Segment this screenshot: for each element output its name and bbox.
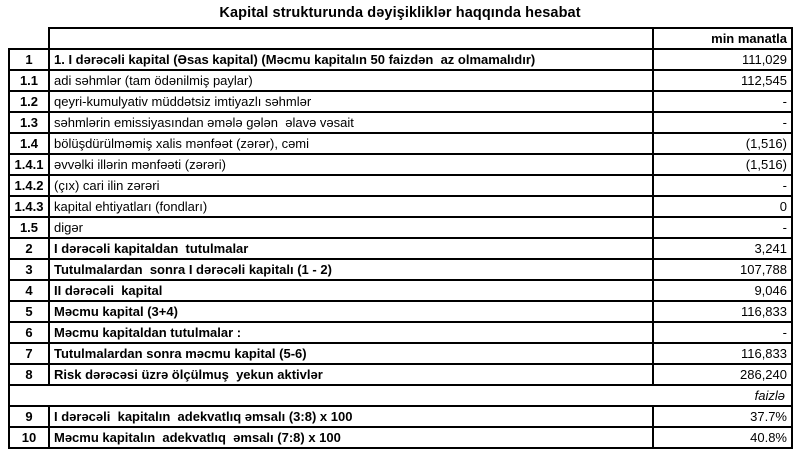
row-value: (1,516) [653,154,792,175]
row-value: 112,545 [653,70,792,91]
table-row [9,322,792,343]
table-row [9,133,792,154]
header-label-cell [49,28,653,49]
row-num: 3 [9,259,49,280]
row-label: I dərəcəli kapitaldan tutulmalar [49,238,653,259]
row-label: adi səhmlər (tam ödənilmiş paylar) [49,70,653,91]
row-label: Risk dərəcəsi üzrə ölçülmuş yekun aktivlər [49,364,653,385]
row-label: II dərəcəli kapital [49,280,653,301]
row-num: 1.1 [9,70,49,91]
row-value: - [653,322,792,343]
table-row [9,112,792,133]
table-row [9,196,792,217]
row-num: 9 [9,406,49,427]
row-label: Tutulmalardan sonra I dərəcəli kapitalı (1 - 2) [49,259,653,280]
table-row [9,49,792,70]
row-value: 116,833 [653,343,792,364]
table-row [9,70,792,91]
row-value: - [653,175,792,196]
row-num: 10 [9,427,49,448]
row-value: 9,046 [653,280,792,301]
row-label: (çıx) cari ilin zərəri [49,175,653,196]
row-value: 37.7% [653,406,792,427]
row-num: 2 [9,238,49,259]
row-num: 6 [9,322,49,343]
row-value: 0 [653,196,792,217]
row-value: 111,029 [653,49,792,70]
row-label: Məcmu kapital (3+4) [49,301,653,322]
row-value: 107,788 [653,259,792,280]
table-row [9,280,792,301]
row-label: Tutulmalardan sonra məcmu kapital (5-6) [49,343,653,364]
row-label: digər [49,217,653,238]
row-value: - [653,217,792,238]
row-num: 1.4.3 [9,196,49,217]
report-title: Kapital strukturunda dəyişikliklər haqqında hesabat [219,5,581,21]
row-label: 1. I dərəcəli kapital (Əsas kapital) (Məcmu kapitalın 50 faizdən az olmamalıdır) [49,49,653,70]
row-num: 1 [9,49,49,70]
unit-header: min manatla [653,28,792,49]
row-num: 1.2 [9,91,49,112]
table-row [9,406,792,427]
row-num: 8 [9,364,49,385]
row-label: Məcmu kapitalın adekvatlıq əmsalı (7:8) x 100 [49,427,653,448]
table-row [9,259,792,280]
table-row [9,217,792,238]
percent-unit-row [9,385,792,406]
row-num: 1.4.2 [9,175,49,196]
table-row [9,154,792,175]
row-label: səhmlərin emissiyasından əmələ gələn əlavə vəsait [49,112,653,133]
row-num: 1.5 [9,217,49,238]
table-row [9,238,792,259]
row-label: kapital ehtiyatları (fondları) [49,196,653,217]
row-label: qeyri-kumulyativ müddətsiz imtiyazlı səhmlər [49,91,653,112]
row-num: 7 [9,343,49,364]
row-value: (1,516) [653,133,792,154]
row-value: 3,241 [653,238,792,259]
row-num: 1.3 [9,112,49,133]
row-num: 1.4.1 [9,154,49,175]
row-num: 4 [9,280,49,301]
row-label: bölüşdürülməmiş xalis mənfəət (zərər), cəmi [49,133,653,154]
capital-structure-table [8,27,793,449]
table-row [9,175,792,196]
header-row [9,28,792,49]
row-label: I dərəcəli kapitalın adekvatlıq əmsalı (3:8) x 100 [49,406,653,427]
row-num: 5 [9,301,49,322]
header-num-spacer [9,28,49,49]
table-row [9,343,792,364]
percent-unit-label: faizlə [9,385,792,406]
table-row [9,91,792,112]
row-value: - [653,112,792,133]
row-value: - [653,91,792,112]
row-label: əvvəlki illərin mənfəəti (zərəri) [49,154,653,175]
row-num: 1.4 [9,133,49,154]
table-row [9,364,792,385]
row-value: 286,240 [653,364,792,385]
table-row [9,427,792,448]
row-value: 40.8% [653,427,792,448]
row-value: 116,833 [653,301,792,322]
row-label: Məcmu kapitaldan tutulmalar : [49,322,653,343]
table-row [9,301,792,322]
